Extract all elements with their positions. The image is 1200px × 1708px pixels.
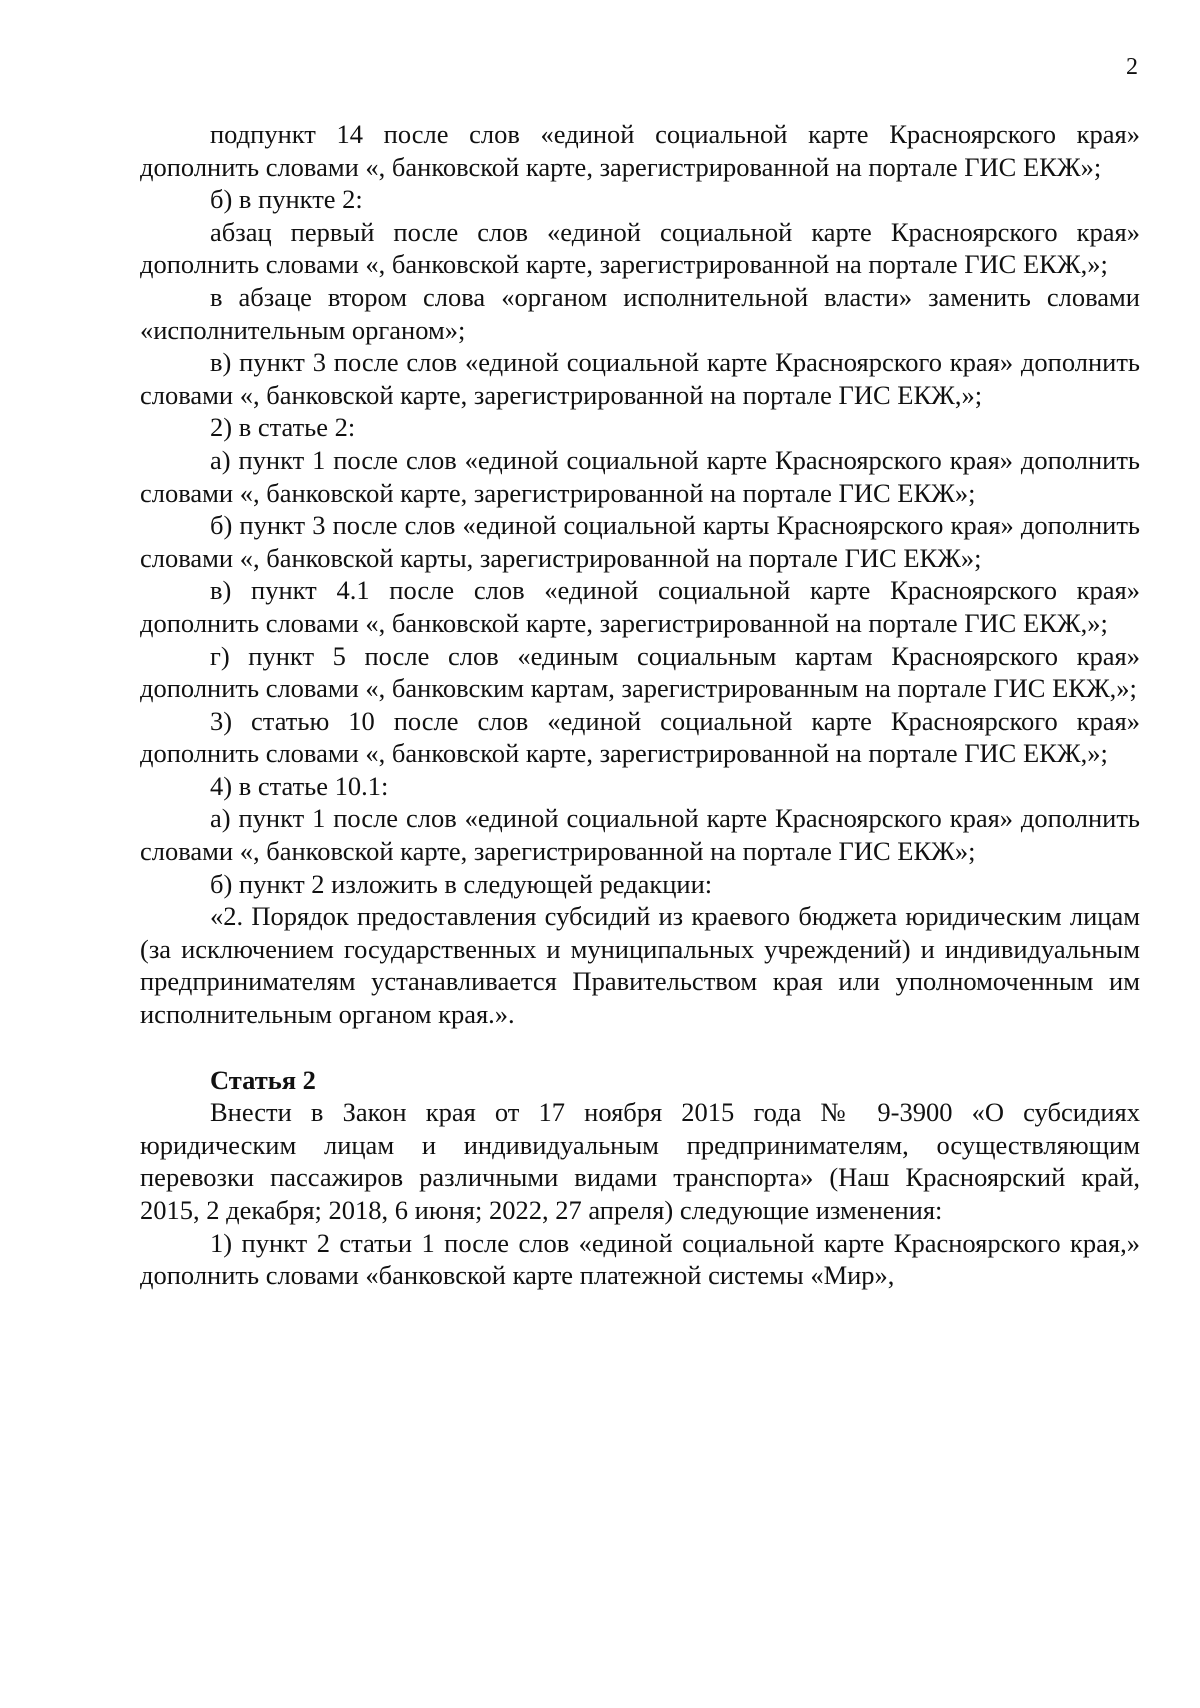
paragraph: в) пункт 3 после слов «единой социальной карте Красноярского края» дополнить словами «, банковской карте, зарегистрированной на портале ГИС ЕКЖ,»; xyxy=(140,347,1140,410)
paragraph: 1) пункт 2 статьи 1 после слов «единой социальной карте Красноярского края,» дополнить словами «банковской карте платежной системы «Мир», xyxy=(140,1227,1140,1291)
paragraph: Внести в Закон края от 17 ноября 2015 года № 9-3900 «О субсидиях юридическим лицам и индивидуальным предпринимателям, осуществляющим перевозки пассажиров различными видами транспорта» (Наш Красноярский край, 2015, 2 декабря; 2018, 6 июня; 2022, 27 апреля) следующие изменения: xyxy=(140,1097,1140,1225)
paragraph: в) пункт 4.1 после слов «единой социальной карте Красноярского края» дополнить словами «, банковской карте, зарегистрированной на портале ГИС ЕКЖ,»; xyxy=(140,575,1140,638)
article-heading: Статья 2 xyxy=(210,1064,316,1095)
paragraph: б) в пункте 2: xyxy=(210,184,363,215)
paragraph: 3) статью 10 после слов «единой социальной карте Красноярского края» дополнить словами «, банковской карте, зарегистрированной на портале ГИС ЕКЖ,»; xyxy=(140,705,1140,769)
paragraph: а) пункт 1 после слов «единой социальной карте Красноярского края» дополнить словами «, банковской карте, зарегистрированной на портале ГИС ЕКЖ»; xyxy=(140,803,1140,867)
paragraph: «2. Порядок предоставления субсидий из краевого бюджета юридическим лицам (за исключением государственных и муниципальных учреждений) и индивидуальным предпринимателям устанавливается Правительством края или уполномоченным им исполнительным органом края.». xyxy=(140,901,1140,1030)
paragraph: абзац первый после слов «единой социальной карте Красноярского края» дополнить словами «, банковской карте, зарегистрированной на портале ГИС ЕКЖ,»; xyxy=(140,216,1140,280)
paragraph: б) пункт 3 после слов «единой социальной карты Красноярского края» дополнить словами «, банковской карты, зарегистрированной на портале ГИС ЕКЖ»; xyxy=(140,510,1140,573)
paragraph: подпункт 14 после слов «единой социальной карте Красноярского края» дополнить словами «, банковской карте, зарегистрированной на портале ГИС ЕКЖ»; xyxy=(140,119,1140,182)
page-number: 2 xyxy=(1126,54,1138,80)
paragraph: а) пункт 1 после слов «единой социальной карте Красноярского края» дополнить словами «, банковской карте, зарегистрированной на портале ГИС ЕКЖ»; xyxy=(140,444,1140,508)
paragraph: в абзаце втором слова «органом исполнительной власти» заменить словами «исполнительным органом»; xyxy=(140,281,1140,345)
paragraph: 2) в статье 2: xyxy=(210,412,356,443)
paragraph: б) пункт 2 изложить в следующей редакции: xyxy=(210,868,713,899)
paragraph: 4) в статье 10.1: xyxy=(210,770,389,801)
document-body xyxy=(140,118,1140,1292)
spacer xyxy=(140,1031,1140,1064)
paragraph: г) пункт 5 после слов «единым социальным картам Красноярского края» дополнить словами «, банковским картам, зарегистрированным на портале ГИС ЕКЖ,»; xyxy=(140,640,1140,704)
